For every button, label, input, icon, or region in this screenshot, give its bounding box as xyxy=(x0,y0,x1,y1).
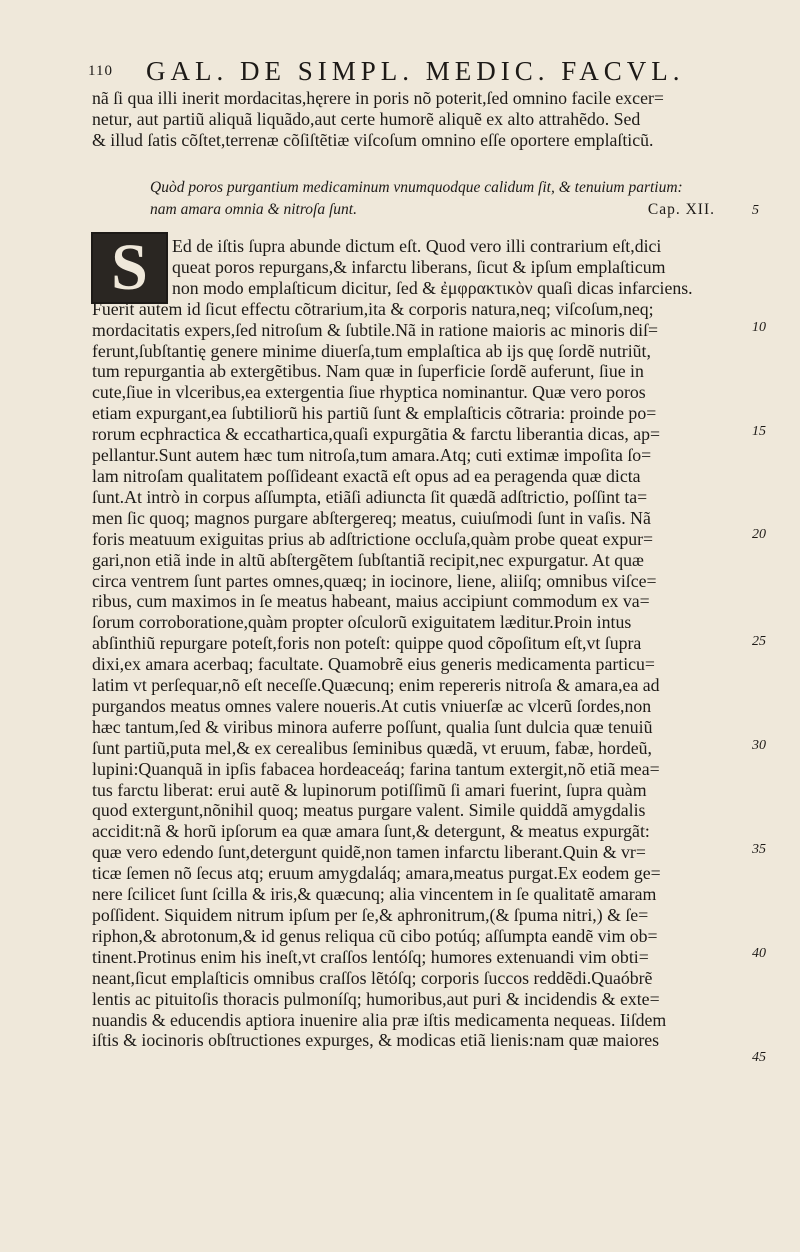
text-line: rorum ecphractica & eccathartica,quaſi expurgãtia & farctu liberantia dicas, ap= xyxy=(92,424,661,445)
text-line: queat poros repurgans,& infarctu liberans, ſicut & ipſum emplaſticum xyxy=(172,256,666,277)
text-line: ſunt partiũ,puta mel,& ex cerealibus ſeminibus quædã, vt eruum, fabæ, hordeũ, xyxy=(92,737,652,758)
heading-line-text: nam amara omnia & nitroſa ſunt. xyxy=(150,201,357,218)
line-number: 15 xyxy=(752,424,766,439)
text-line: iſtis & iocinoris obſtructiones expurges, & modicas etiã lienis:nam quæ maiores xyxy=(92,1030,660,1051)
folio: 110 xyxy=(88,62,113,79)
body-main xyxy=(92,231,710,1051)
text-line: Fuerit autem id ſicut effectu cõtrarium,ita & corporis natura,neq; viſcoſum,neq; xyxy=(92,298,654,319)
heading-line: Quòd poros purgantium medicaminum vnumquodque calidum ſit, & tenuium partium: xyxy=(150,179,683,196)
text-line: ticæ ſemen nõ ſecus atq; eruum amygdaláq; amara,meatus purgat.Ex eodem ge= xyxy=(92,863,661,884)
text-line: ferunt,ſubſtantię genere minime diuerſa,tum emplaſtica ab ijs quę ſordẽ nutriũt, xyxy=(92,340,651,361)
line-number: 25 xyxy=(752,634,766,649)
text-line: etiam expurgant,ea ſubtiliorũ his partiũ ſunt & emplaſticis cõtraria: proinde po= xyxy=(92,403,657,424)
text-line: nã ſi qua illi inerit mordacitas,hęrere in poris nõ poterit,ſed omnino facile excer= xyxy=(92,88,664,108)
text-line: dixi,ex amara acerbaq; facultate. Quamobrẽ eius generis medicamenta particu= xyxy=(92,654,655,675)
text-line: lupini:Quanquã in ipſis fabacea hordeaceáq; farina tantum extergit,nõ etiã mea= xyxy=(92,758,660,779)
running-title: GAL. DE SIMPL. MEDIC. FACVL. xyxy=(146,55,685,86)
line-number: 30 xyxy=(752,738,766,753)
text-line: netur, aut partiũ aliquã liquãdo,aut certe humorẽ aliquẽ ex alto attrahẽdo. Sed xyxy=(92,109,641,129)
text-line: & illud ſatis cõſtet,terrenæ cõſiſtẽtiæ viſcoſum omnino eſſe oportere emplaſticũ. xyxy=(92,130,654,150)
text-line: quæ vero edendo ſunt,detergunt quidẽ,non tamen infarctu liberant.Quin & vr= xyxy=(92,842,646,863)
text-line: tus farctu liberat: erui autẽ & lupinorum potiſſimũ ſi amari fuerint, ſupra quàm xyxy=(92,779,647,800)
text-line: hæc tantum,ſed & viribus minora auferre poſſunt, qualia ſunt dulcia quæ tenuiũ xyxy=(92,716,653,737)
page-header xyxy=(88,55,710,87)
line-number: 40 xyxy=(752,946,766,961)
text-line: riphon,& abrotonum,& id genus reliqua cũ cibo potúq; aſſumpta eandẽ vim ob= xyxy=(92,925,658,946)
text-line: latim vt perſequar,nõ eſt neceſſe.Quæcunq; enim repereris nitroſa & amara,ea ad xyxy=(92,675,660,696)
text-line: Ed de iſtis ſupra abunde dictum eſt. Quod vero illi contrarium eſt,dici xyxy=(172,236,662,256)
dropcap-letter: S xyxy=(111,231,148,304)
line-number: 5 xyxy=(752,203,759,218)
text-line: pellantur.Sunt autem hæc tum nitroſa,tum amara.Atq; cuti extimæ impoſita ſo= xyxy=(92,445,652,466)
text-line: ſunt.At intrò in corpus aſſumpta, etiãſi adiuncta ſit quædã adſtrictio, poſſint ta= xyxy=(92,486,648,507)
heading-line-2 xyxy=(150,199,715,221)
body-top xyxy=(92,88,710,151)
line-number: 10 xyxy=(752,320,766,335)
text-line: nere ſcilicet ſunt ſcilla & iris,& quæcunq; alia vincentem in ſe qualitatẽ amaram xyxy=(92,884,657,905)
line-number: 45 xyxy=(752,1050,766,1065)
text-line: tum repurgantia ab extergẽtibus. Nam quæ in ſuperficie ſordẽ auferunt, ſiue in xyxy=(92,361,644,382)
text-line: quod extergunt,nõnihil quoq; meatus purgare valent. Simile quiddã amygdalis xyxy=(92,800,646,821)
line-number: 20 xyxy=(752,527,766,542)
text-line: non modo emplaſticum dicitur, ſed & ἐμφρακτικὸν quaſi dicas infarciens. xyxy=(172,277,693,298)
chapter-number: Cap. XII. xyxy=(647,201,715,218)
text-line: abſinthiũ repurgare poteſt,foris non poteſt: quippe quod cõpoſitum eſt,vt ſupra xyxy=(92,633,642,654)
text-line: mordacitatis expers,ſed nitroſum & ſubtile.Nã in ratione maioris ac minoris diſ= xyxy=(92,319,659,340)
text-line: circa ventrem ſunt partes omnes,quæq; in iocinore, liene, aliiſq; omnibus viſce= xyxy=(92,570,657,591)
text-line: cute,ſiue in vlceribus,ea extergentia ſiue rhyptica nominantur. Quæ vero poros xyxy=(92,382,646,403)
text-line: tinent.Protinus enim his ineſt,vt craſſos lentóſq; humores extenuandi vim obti= xyxy=(92,946,649,967)
text-line: ſorum corroboratione,quàm propter oſculorũ exiguitatem læditur.Proin intus xyxy=(92,612,632,633)
text-line: lam nitroſam qualitatem poſſideant exactã eſt opus ad ea peragenda quæ dicta xyxy=(92,465,641,486)
chapter-heading xyxy=(150,177,715,221)
text-line: gari,non etiã inde in altũ abſtergẽtem ſubſtantiã recipit,nec expurgatur. At quæ xyxy=(92,549,644,570)
text-line: men ſic quoq; magnos purgare abſtergereq; meatus, cuiuſmodi ſunt in vaſis. Nã xyxy=(92,507,651,528)
text-line: accidit:nã & horũ ipſorum ea quæ amara ſunt,& detergunt, & meatus expurgãt: xyxy=(92,821,650,842)
line-number: 35 xyxy=(752,842,766,857)
text-line: foris meatuum exiguitas prius ab adſtrictione occluſa,quàm probe queat expur= xyxy=(92,528,654,549)
text-line: poſſident. Siquidem nitrum ipſum per ſe,& aphronitrum,(& ſpuma nitri,) & ſe= xyxy=(92,905,649,925)
text-line: lentis ac pituitoſis thoracis pulmoníſq; humoribus,aut puri & incidendis & exte= xyxy=(92,988,660,1009)
text-line: ribus, cum maximos in ſe meatus habeant, maius accipiunt commodum ex va= xyxy=(92,591,650,612)
text-line: nuandis & educendis aptiora inuenire alia præ iſtis medicamenta nequeas. Iiſdem xyxy=(92,1009,667,1030)
text-line: neant,ſicut emplaſticis omnibus craſſos lẽtóſq; corporis ſuccos reddẽdi.Quaóbrẽ xyxy=(92,967,653,988)
text-line: purgandos meatus omnes valere noueris.At cutis vniuerſæ ac vlcerũ ſordes,non xyxy=(92,695,652,716)
